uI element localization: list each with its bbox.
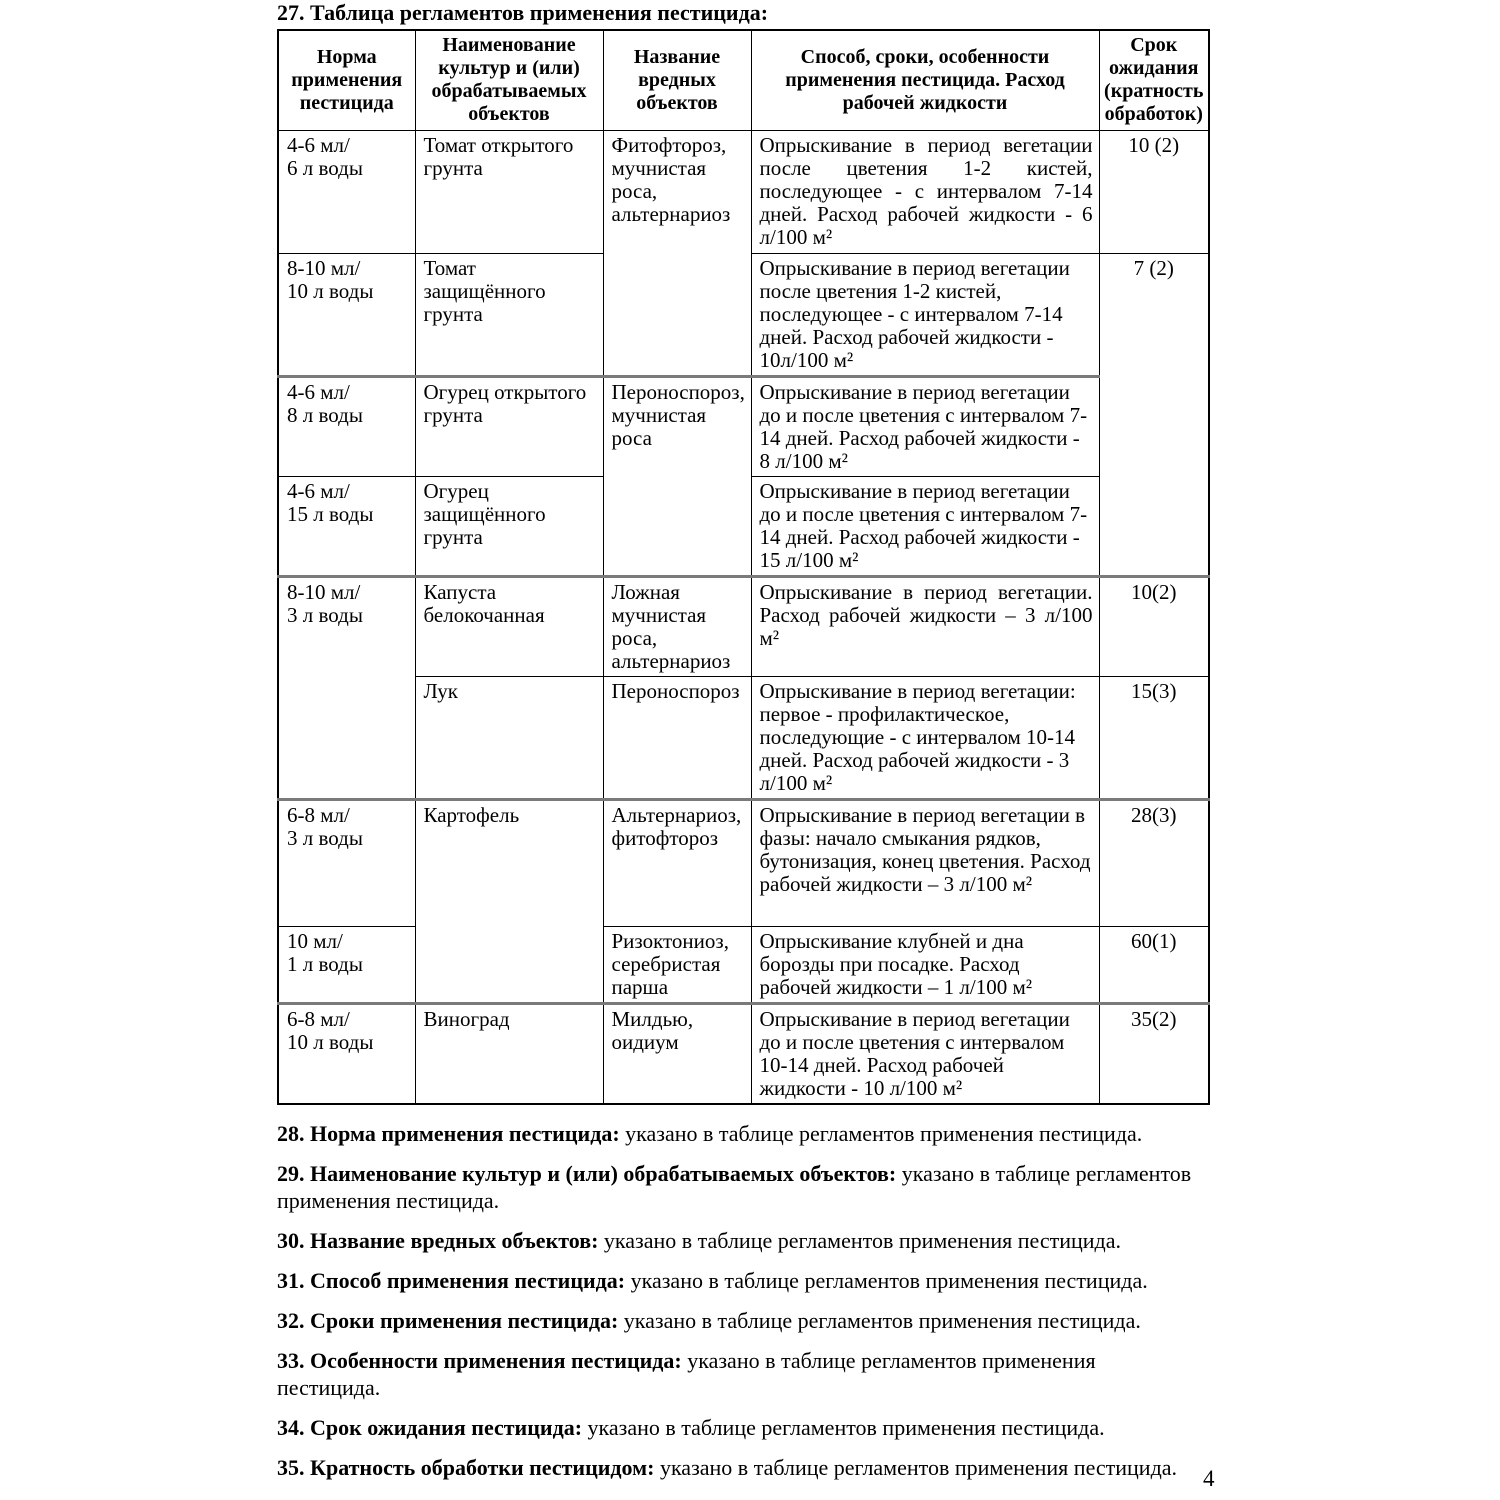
paragraph-35 [277, 1454, 1192, 1481]
paragraph-29-text: указано в таблице регламентов применения пестицида. [277, 1160, 1192, 1213]
pesticide-regulations-table [277, 29, 1210, 1105]
paragraph-28-label: 28. Норма применения пестицида: [277, 1120, 620, 1146]
table-row [278, 799, 1209, 926]
cell-harmful-objects: Милдью, оидиум [603, 1003, 751, 1104]
table-header-row [278, 30, 1209, 130]
cell-method: Опрыскивание в период вегетации до и после цветения с интервалом 7-14 дней. Расход рабочей жидкости - 8 л/100 м² [751, 376, 1099, 476]
cell-application-rate: 6-8 мл/ 10 л воды [278, 1003, 415, 1104]
cell-application-rate: 10 мл/ 1 л воды [278, 926, 415, 1003]
cell-culture: Томат защищённого грунта [415, 253, 603, 376]
paragraph-29-label: 29. Наименование культур и (или) обрабатываемых объектов: [277, 1160, 897, 1186]
cell-method: Опрыскивание в период вегетации до и после цветения с интервалом 10-14 дней. Расход рабочей жидкости - 10 л/100 м² [751, 1003, 1099, 1104]
cell-harmful-objects: Альтернариоз, фитофтороз [603, 799, 751, 926]
paragraph-33 [277, 1347, 1192, 1401]
table-row [278, 1003, 1209, 1104]
paragraph-34 [277, 1414, 1192, 1441]
paragraph-31 [277, 1267, 1192, 1294]
cell-culture: Виноград [415, 1003, 603, 1104]
column-header-method: Способ, сроки, особенности применения пестицида. Расход рабочей жидкости [751, 30, 1099, 130]
cell-application-rate: 8-10 мл/ 10 л воды [278, 253, 415, 376]
cell-method: Опрыскивание в период вегетации в фазы: начало смыкания рядков, бутонизация, конец цветения. Расход рабочей жидкости – 3 л/100 м² [751, 799, 1099, 926]
cell-harmful-objects: Ризоктониоз, серебристая парша [603, 926, 751, 1003]
page-title: 27. Таблица регламентов применения пестицида: [277, 0, 769, 25]
column-header-harmful-objects: Название вредных объектов [603, 30, 751, 130]
paragraph-30-label: 30. Название вредных объектов: [277, 1227, 599, 1253]
cell-method: Опрыскивание в период вегетации после цветения 1-2 кистей, последующее - с интервалом 7-14 дней. Расход рабочей жидкости - 10л/100 м² [751, 253, 1099, 376]
paragraph-33-text: указано в таблице регламентов применения пестицида. [277, 1347, 1096, 1400]
cell-application-rate: 4-6 мл/ 8 л воды [278, 376, 415, 476]
cell-method: Опрыскивание в период вегетации до и после цветения с интервалом 7-14 дней. Расход рабочей жидкости - 15 л/100 м² [751, 476, 1099, 576]
cell-waiting-period: 28(3) [1099, 799, 1209, 926]
cell-application-rate: 4-6 мл/ 6 л воды [278, 130, 415, 253]
table-row [278, 676, 1209, 799]
paragraph-32-text: указано в таблице регламентов применения пестицида. [623, 1307, 1141, 1333]
paragraph-32 [277, 1307, 1192, 1334]
column-header-cultures: Наименование культур и (или) обрабатываемых объектов [415, 30, 603, 130]
paragraph-34-text: указано в таблице регламентов применения пестицида. [587, 1414, 1105, 1440]
cell-waiting-period: 10 (2) [1099, 130, 1209, 253]
cell-waiting-period: 60(1) [1099, 926, 1209, 1003]
cell-waiting-period: 15(3) [1099, 676, 1209, 799]
paragraph-34-label: 34. Срок ожидания пестицида: [277, 1414, 583, 1440]
cell-method: Опрыскивание в период вегетации: первое - профилактическое, последующие - с интервалом 10-14 дней. Расход рабочей жидкости - 3 л/100 м² [751, 676, 1099, 799]
paragraph-35-label: 35. Кратность обработки пестицидом: [277, 1454, 655, 1480]
paragraph-28 [277, 1120, 1192, 1147]
paragraph-32-label: 32. Сроки применения пестицида: [277, 1307, 619, 1333]
paragraph-28-text: указано в таблице регламентов применения пестицида. [625, 1120, 1143, 1146]
cell-harmful-objects: Пероноспороз [603, 676, 751, 799]
cell-culture: Картофель [415, 799, 603, 1003]
cell-application-rate: 6-8 мл/ 3 л воды [278, 799, 415, 926]
paragraph-29 [277, 1160, 1192, 1214]
paragraph-31-text: указано в таблице регламентов применения пестицида. [630, 1267, 1148, 1293]
cell-harmful-objects: Фитофтороз, мучнистая роса, альтернариоз [603, 130, 751, 376]
paragraph-33-label: 33. Особенности применения пестицида: [277, 1347, 682, 1373]
paragraph-30-text: указано в таблице регламентов применения пестицида. [603, 1227, 1122, 1253]
document-content [277, 2, 1212, 1494]
cell-application-rate: 8-10 мл/ 3 л воды [278, 576, 415, 799]
cell-application-rate: 4-6 мл/ 15 л воды [278, 476, 415, 576]
definitions-section [277, 1120, 1192, 1481]
page-number: 4 [1203, 1466, 1215, 1491]
table-row [278, 130, 1209, 253]
cell-harmful-objects: Пероноспороз, мучнистая роса [603, 376, 751, 576]
cell-culture: Огурец защищённого грунта [415, 476, 603, 576]
cell-waiting-period: 10(2) [1099, 576, 1209, 676]
cell-culture: Томат открытого грунта [415, 130, 603, 253]
cell-culture: Лук [415, 676, 603, 799]
cell-culture: Огурец открытого грунта [415, 376, 603, 476]
cell-method: Опрыскивание клубней и дна борозды при посадке. Расход рабочей жидкости – 1 л/100 м² [751, 926, 1099, 1003]
paragraph-30 [277, 1227, 1192, 1254]
column-header-waiting-period: Срок ожидания (кратность обработок) [1099, 30, 1209, 130]
table-row [278, 376, 1209, 476]
cell-waiting-period: 35(2) [1099, 1003, 1209, 1104]
cell-method: Опрыскивание в период вегетации. Расход рабочей жидкости – 3 л/100 м² [751, 576, 1099, 676]
cell-waiting-period: 7 (2) [1099, 253, 1209, 576]
table-row [278, 576, 1209, 676]
cell-culture: Капуста белокочанная [415, 576, 603, 676]
column-header-application-rate: Норма применения пестицида [278, 30, 415, 130]
paragraph-35-text: указано в таблице регламентов применения пестицида. [659, 1454, 1178, 1480]
paragraph-31-label: 31. Способ применения пестицида: [277, 1267, 626, 1293]
cell-harmful-objects: Ложная мучнистая роса, альтернариоз [603, 576, 751, 676]
cell-method: Опрыскивание в период вегетации после цветения 1-2 кистей, последующее - с интервалом 7-14 дней. Расход рабочей жидкости - 6 л/100 м² [751, 130, 1099, 253]
